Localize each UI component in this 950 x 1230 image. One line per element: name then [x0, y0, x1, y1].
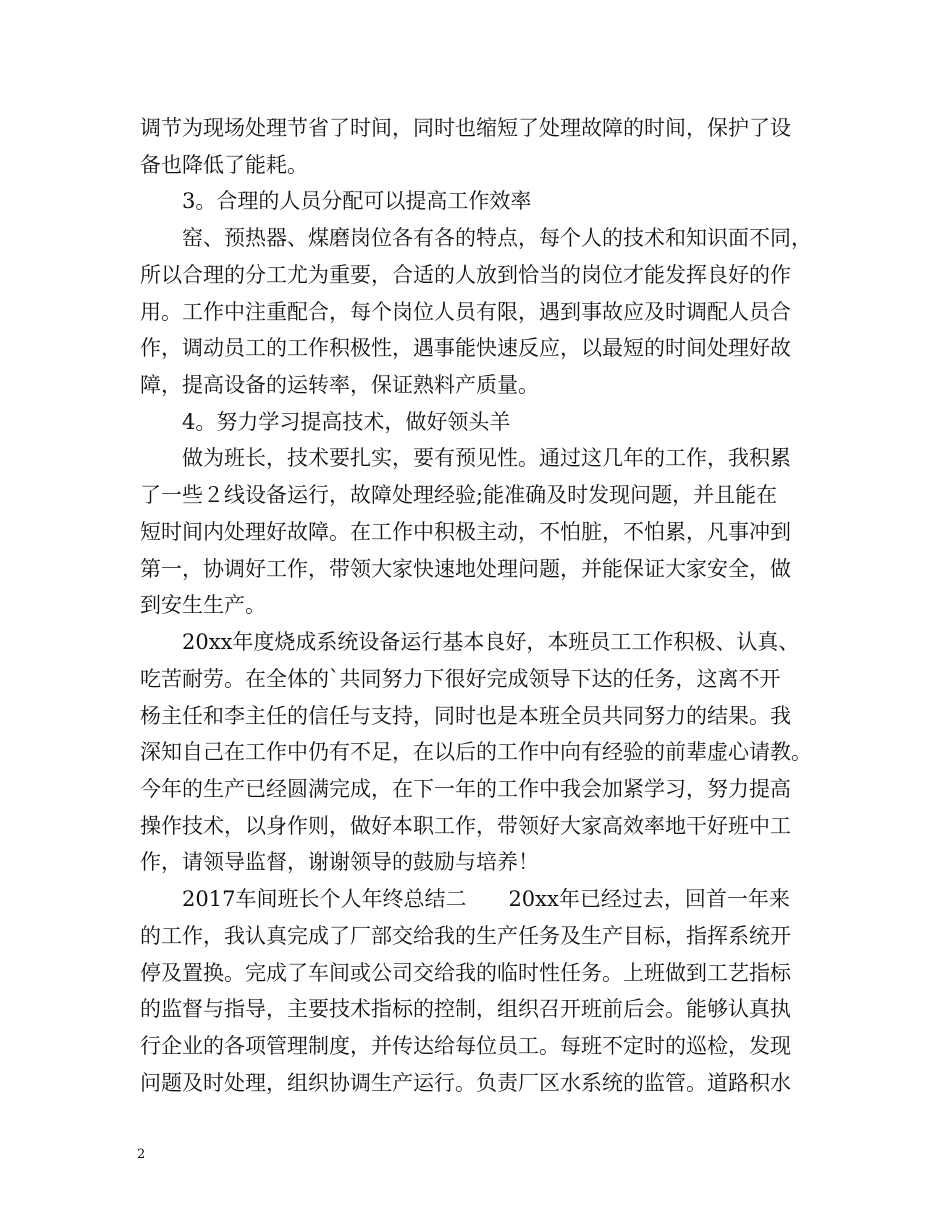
body-text-line: 备也降低了能耗。 — [140, 153, 308, 177]
body-text-line: 作，调动员工的工作积极性，遇事能快速反应，以最短的时间处理好故 — [140, 336, 791, 360]
body-text-line: 做为班长，技术要扎实，要有预见性。通过这几年的工作，我积累 — [182, 446, 791, 470]
body-text-line: 20xx年度烧成系统设备运行基本良好，本班员工工作积极、认真、 — [182, 630, 800, 654]
body-text-line: 了一些２线设备运行，故障处理经验;能准确及时发现问题，并且能在 — [140, 483, 778, 507]
body-text-line: 深知自己在工作中仍有不足，在以后的工作中向有经验的前辈虚心请教。 — [140, 740, 812, 764]
body-text-line: 窑、预热器、煤磨岗位各有各的特点，每个人的技术和知识面不同， — [182, 226, 812, 250]
body-text-line: 用。工作中注重配合，每个岗位人员有限，遇到事故应及时调配人员合 — [140, 300, 791, 324]
body-text-line: 障，提高设备的运转率，保证熟料产质量。 — [140, 373, 539, 397]
body-text-line: 第一，协调好工作，带领大家快速地处理问题，并能保证大家安全，做 — [140, 557, 791, 581]
body-text-line: 调节为现场处理节省了时间，同时也缩短了处理故障的时间，保护了设 — [140, 116, 791, 140]
body-text-line: 的监督与指导，主要技术指标的控制，组织召开班前后会。能够认真执 — [140, 997, 791, 1021]
page-number: 2 — [137, 1147, 146, 1162]
section-heading-4: 4。努力学习提高技术，做好领头羊 — [182, 410, 511, 434]
body-text-line: 今年的生产已经圆满完成，在下一年的工作中我会加紧学习，努力提高 — [140, 777, 791, 801]
body-text-line: 问题及时处理，组织协调生产运行。负责厂区水系统的监管。道路积水 — [140, 1071, 791, 1095]
body-text-line: 的工作，我认真完成了厂部交给我的生产任务及生产目标，指挥系统开 — [140, 924, 791, 948]
body-text-line: 短时间内处理好故障。在工作中积极主动，不怕脏，不怕累，凡事冲到 — [140, 520, 791, 544]
body-text-line: 所以合理的分工尤为重要，合适的人放到恰当的岗位才能发挥良好的作 — [140, 263, 791, 287]
body-text-line: 到安生生产。 — [140, 593, 266, 617]
body-text-line: 杨主任和李主任的信任与支持，同时也是本班全员共同努力的结果。我 — [140, 704, 791, 728]
body-text-line: 停及置换。完成了车间或公司交给我的临时性任务。上班做到工艺指标 — [140, 961, 791, 985]
body-text-line: 行企业的各项管理制度，并传达给每位员工。每班不定时的巡检，发现 — [140, 1034, 791, 1058]
body-text-line: 吃苦耐劳。在全体的`共同努力下很好完成领导下达的任务，这离不开 — [140, 667, 781, 691]
body-text-line: 作，请领导监督，谢谢领导的鼓励与培养！ — [140, 850, 539, 874]
body-text-line: 2017车间班长个人年终总结二 20xx年已经过去，回首一年来 — [182, 887, 790, 911]
body-text-line: 操作技术，以身作则，做好本职工作，带领好大家高效率地干好班中工 — [140, 814, 791, 838]
section-heading-3: 3。合理的人员分配可以提高工作效率 — [182, 189, 532, 213]
